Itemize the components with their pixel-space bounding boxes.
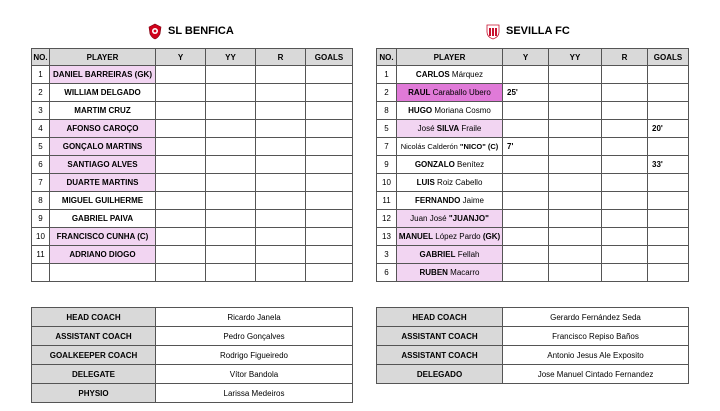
col-header: PLAYER [397,49,503,66]
player-known-name: GONZALO [414,160,455,169]
stat-y [156,228,206,246]
staff-name: Francisco Repiso Baños [503,327,689,346]
stat-goals [306,246,353,264]
staff-name: Ricardo Janela [156,308,353,327]
staff-row [377,327,689,346]
staff-role: DELEGADO [377,365,503,384]
benfica-name: SL BENFICA [168,25,234,37]
stat-r [602,120,648,138]
staff-row [32,365,353,384]
player-first-name: Juan José [410,214,449,223]
benfica-crest-icon [148,23,162,40]
stat-y [156,66,206,84]
staff-role: ASSISTANT COACH [377,327,503,346]
table-row [377,138,689,156]
stat-r [602,174,648,192]
stat-r [256,120,306,138]
staff-name: Vítor Bandola [156,365,353,384]
stat-y [503,174,549,192]
staff-role: PHYSIO [32,384,156,403]
player-name [397,174,503,192]
player-surname: Roiz Cabello [434,178,483,187]
stat-yy [206,156,256,174]
stat-yy [206,102,256,120]
stat-r [602,156,648,174]
staff-role: DELEGATE [32,365,156,384]
stat-goals [306,66,353,84]
player-surname: Jaime [460,196,484,205]
stat-yy [206,84,256,102]
player-name: DANIEL BARREIRAS (GK) [50,66,156,84]
stat-goals [648,192,689,210]
player-name [397,264,503,282]
stat-yy [206,66,256,84]
table-row [32,138,353,156]
stat-y [156,120,206,138]
table-row [377,246,689,264]
stat-r [256,174,306,192]
player-name [397,102,503,120]
stat-r [602,66,648,84]
stat-goals [648,174,689,192]
stat-goals [648,84,689,102]
benfica-title [148,22,234,40]
player-name [397,156,503,174]
player-known-name: "JUANJO" [448,214,489,223]
player-name: MARTIM CRUZ [50,102,156,120]
col-header: Y [503,49,549,66]
sevilla-staff-table [376,307,689,384]
stat-goals [306,174,353,192]
player-known-name: FERNANDO [415,196,461,205]
stat-goals [306,120,353,138]
stat-goals [648,138,689,156]
col-header: YY [206,49,256,66]
player-surname: López Pardo [433,232,483,241]
staff-role: GOALKEEPER COACH [32,346,156,365]
stat-y: 25' [503,84,549,102]
stat-goals: 20' [648,120,689,138]
staff-row [32,327,353,346]
stat-goals [648,210,689,228]
table-row [32,228,353,246]
stat-goals [648,246,689,264]
empty-cell [256,264,306,282]
player-number: 5 [32,138,50,156]
staff-role: HEAD COACH [32,308,156,327]
player-number: 7 [32,174,50,192]
stat-r [256,138,306,156]
player-surname: Fraile [459,124,482,133]
stat-r [256,66,306,84]
player-name: WILLIAM DELGADO [50,84,156,102]
player-first-name: Nicolás Calderón [400,141,460,151]
stat-yy [206,192,256,210]
col-header: YY [549,49,602,66]
col-header: R [256,49,306,66]
player-first-name: José [417,124,437,133]
table-row [32,156,353,174]
player-name [397,120,503,138]
table-row [377,264,689,282]
sevilla-title [486,22,570,40]
player-number: 3 [32,102,50,120]
player-name: FRANCISCO CUNHA (C) [50,228,156,246]
table-row [32,192,353,210]
player-number: 2 [32,84,50,102]
table-row [377,210,689,228]
player-name: ADRIANO DIOGO [50,246,156,264]
player-known-name: HUGO [408,106,433,115]
stat-y [503,210,549,228]
table-row [377,120,689,138]
sevilla-lineup-table [376,48,689,282]
stat-r [256,192,306,210]
empty-cell [306,264,353,282]
stat-yy [549,192,602,210]
player-known-name: CARLOS [415,70,450,79]
player-surname: Benítez [454,160,485,169]
table-header-row [377,49,689,66]
player-number: 6 [377,264,397,282]
staff-name: Gerardo Fernández Seda [503,308,689,327]
stat-yy [206,120,256,138]
stat-y [503,264,549,282]
player-number: 6 [32,156,50,174]
sevilla-name: SEVILLA FC [506,25,570,37]
staff-row [32,308,353,327]
table-row [32,66,353,84]
player-known-name: MANUEL [398,232,434,241]
stat-yy [549,174,602,192]
player-name [397,228,503,246]
player-name: GABRIEL PAIVA [50,210,156,228]
col-header: NO. [377,49,397,66]
stat-y [503,246,549,264]
staff-name: Larissa Medeiros [156,384,353,403]
stat-r [602,228,648,246]
stat-r [256,84,306,102]
player-number: 1 [32,66,50,84]
staff-row [377,346,689,365]
col-header: Y [156,49,206,66]
player-known-name: SILVA [436,124,460,133]
stat-yy [206,138,256,156]
empty-cell [50,264,156,282]
player-name [397,84,503,102]
stat-yy [549,264,602,282]
empty-cell [32,264,50,282]
player-known-name: RAUL [408,88,431,97]
table-row [377,156,689,174]
player-number: 1 [377,66,397,84]
stat-goals [306,228,353,246]
benfica-staff-table [31,307,353,403]
stat-r [602,246,648,264]
staff-role: ASSISTANT COACH [377,346,503,365]
player-surname: Caraballo Ubero [430,88,491,97]
stat-goals [306,156,353,174]
stat-yy [549,66,602,84]
stat-y [156,246,206,264]
stat-r [602,102,648,120]
staff-name: Pedro Gonçalves [156,327,353,346]
table-row [377,228,689,246]
col-header: GOALS [306,49,353,66]
col-header: PLAYER [50,49,156,66]
stat-yy [206,210,256,228]
table-row [32,84,353,102]
staff-role: ASSISTANT COACH [32,327,156,346]
table-row [32,102,353,120]
player-name [397,66,503,84]
player-name: AFONSO CAROÇO [50,120,156,138]
player-surname: Márquez [449,70,484,79]
stat-yy [549,120,602,138]
player-number: 8 [377,102,397,120]
empty-cell [206,264,256,282]
benfica-lineup-table [31,48,353,282]
stat-yy [549,228,602,246]
stat-goals [648,66,689,84]
stat-goals [648,264,689,282]
stat-goals [306,84,353,102]
stat-yy [549,246,602,264]
table-row [32,264,353,282]
stat-y [503,156,549,174]
stat-yy [549,102,602,120]
player-name: MIGUEL GUILHERME [50,192,156,210]
stat-y [156,156,206,174]
stat-r [256,228,306,246]
table-row [32,210,353,228]
stat-r [602,210,648,228]
stat-goals [306,210,353,228]
stat-yy [206,174,256,192]
player-number: 3 [377,246,397,264]
staff-row [377,308,689,327]
player-number: 9 [32,210,50,228]
stat-goals [306,102,353,120]
stat-r [602,138,648,156]
player-known-name: GABRIEL [419,250,456,259]
stat-y [503,192,549,210]
stat-r [602,264,648,282]
empty-cell [156,264,206,282]
stat-y [156,174,206,192]
stat-yy [549,210,602,228]
stat-y [503,120,549,138]
stat-goals [648,102,689,120]
table-row [32,174,353,192]
stat-r [256,102,306,120]
col-header: NO. [32,49,50,66]
player-number: 4 [32,120,50,138]
player-number: 10 [377,174,397,192]
player-number: 7 [377,138,397,156]
stat-goals [648,228,689,246]
player-name [397,192,503,210]
staff-role: HEAD COACH [377,308,503,327]
col-header: GOALS [648,49,689,66]
player-name: DUARTE MARTINS [50,174,156,192]
stat-r [602,192,648,210]
staff-name: Rodrigo Figueiredo [156,346,353,365]
stat-yy [206,228,256,246]
player-name [397,210,503,228]
sevilla-crest-icon [486,23,500,40]
stat-goals: 33' [648,156,689,174]
player-number: 2 [377,84,397,102]
stat-y [156,210,206,228]
player-known-name: "NICO" (C) [459,141,499,151]
col-header: R [602,49,648,66]
stat-r [256,246,306,264]
player-surname: Moriana Cosmo [432,106,491,115]
player-known-name: LUIS [416,178,435,187]
table-row [377,66,689,84]
player-number: 5 [377,120,397,138]
staff-row [32,384,353,403]
player-name [397,246,503,264]
player-name: SANTIAGO ALVES [50,156,156,174]
stat-y [156,138,206,156]
player-number: 13 [377,228,397,246]
stat-goals [306,138,353,156]
staff-name: Antonio Jesus Ale Exposito [503,346,689,365]
table-row [377,102,689,120]
stat-r [256,156,306,174]
staff-row [32,346,353,365]
stat-yy [549,138,602,156]
table-row [377,174,689,192]
player-number: 10 [32,228,50,246]
player-name [397,138,503,156]
stat-y [156,84,206,102]
player-number: 11 [32,246,50,264]
player-name: GONÇALO MARTINS [50,138,156,156]
staff-row [377,365,689,384]
player-surname: Fellah [455,250,480,259]
player-number: 11 [377,192,397,210]
stat-r [256,210,306,228]
stat-goals [306,192,353,210]
player-number: 9 [377,156,397,174]
stat-y [156,192,206,210]
staff-name: Jose Manuel Cintado Fernandez [503,365,689,384]
table-row [377,84,689,102]
player-role: (GK) [482,232,501,241]
table-header-row [32,49,353,66]
stat-y [156,102,206,120]
player-number: 8 [32,192,50,210]
table-row [32,246,353,264]
player-number: 12 [377,210,397,228]
player-known-name: RUBEN [419,268,448,277]
table-row [32,120,353,138]
stat-yy [206,246,256,264]
stat-yy [549,156,602,174]
stat-yy [549,84,602,102]
player-surname: Macarro [447,268,480,277]
stat-r [602,84,648,102]
table-row [377,192,689,210]
stat-y [503,66,549,84]
stat-y: 7' [503,138,549,156]
stat-y [503,228,549,246]
stat-y [503,102,549,120]
